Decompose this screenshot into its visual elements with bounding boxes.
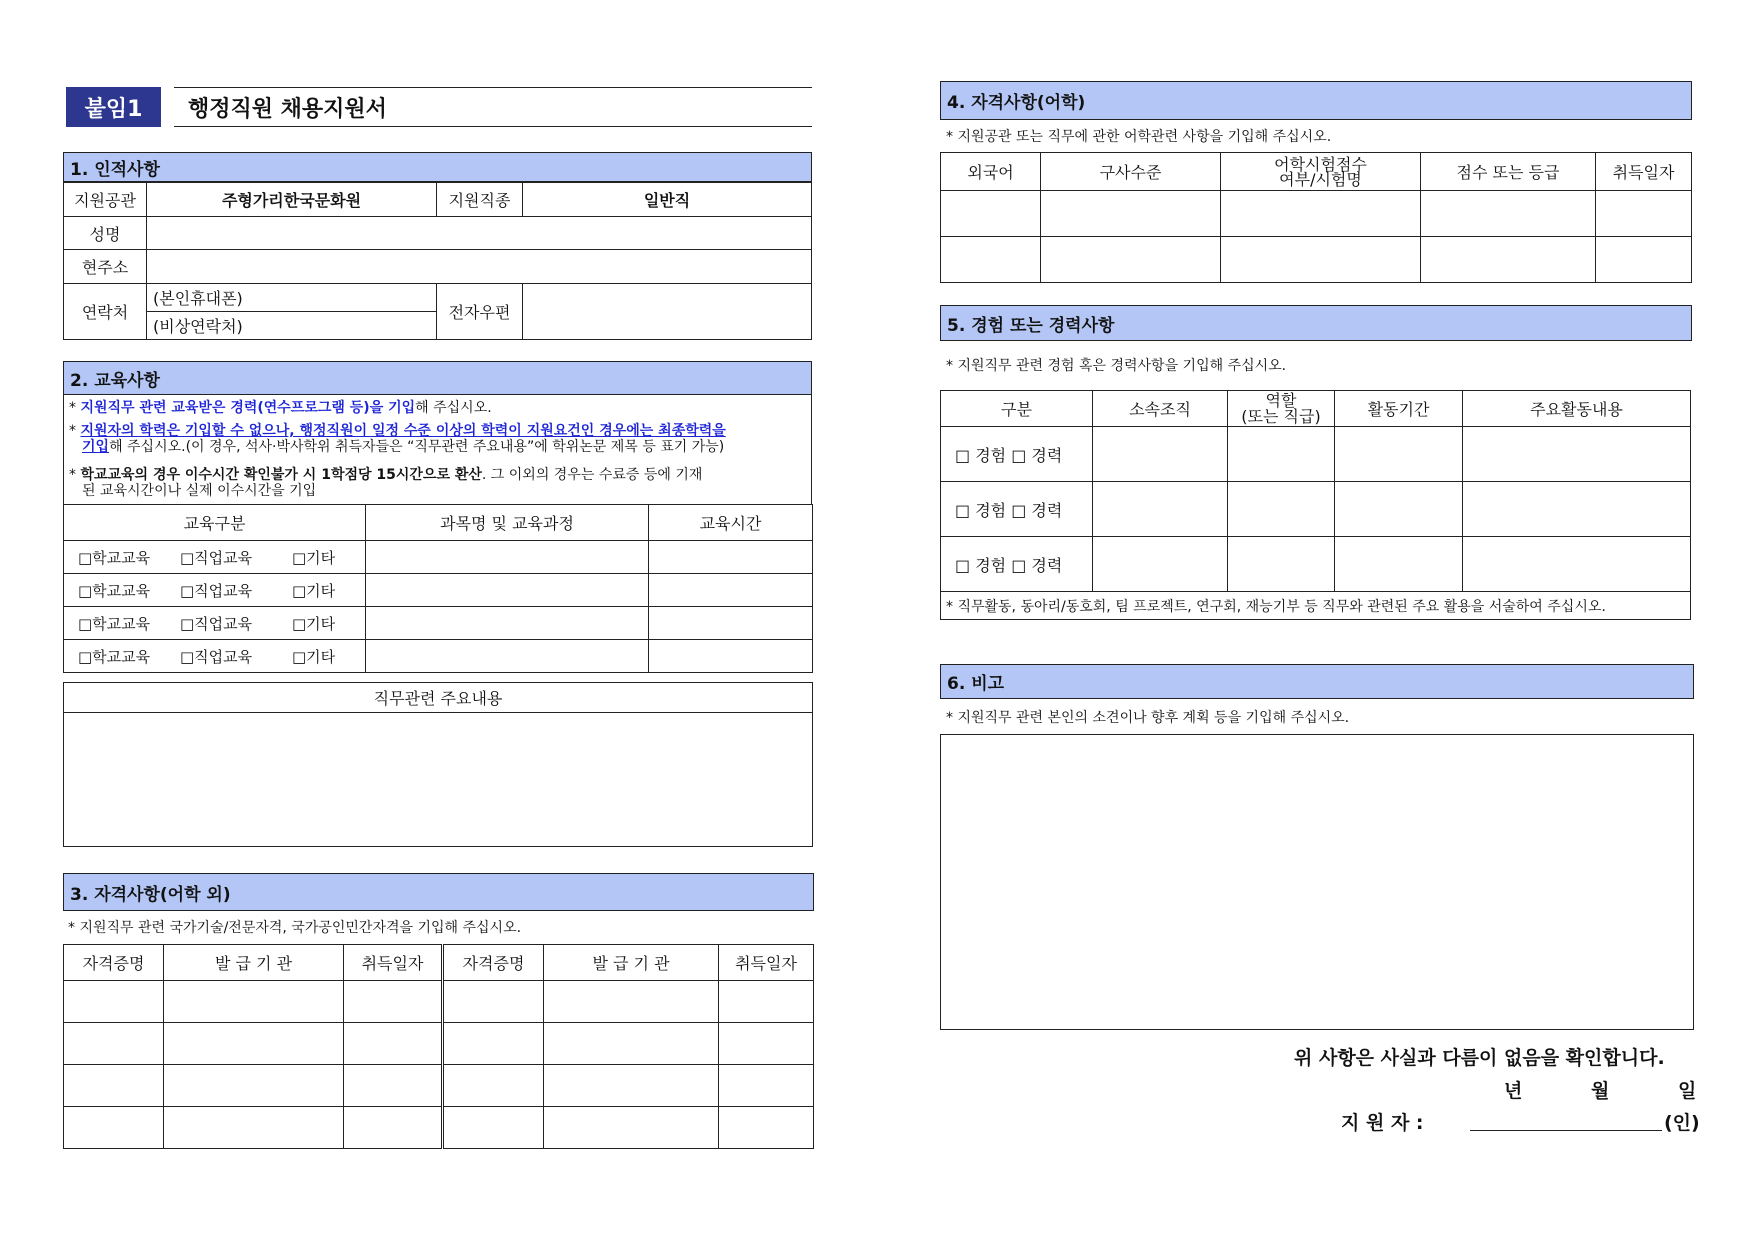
cert-issuer-field[interactable] <box>164 1065 344 1107</box>
exp-field[interactable] <box>1093 537 1228 592</box>
email-field[interactable] <box>523 284 812 340</box>
cert-issuer-field[interactable] <box>164 981 344 1023</box>
cert-col-issuer: 발 급 기 관 <box>164 945 344 981</box>
lang-field[interactable] <box>941 191 1041 237</box>
job-related-label: 직무관련 주요내용 <box>64 683 813 713</box>
name-label: 성명 <box>64 217 147 250</box>
remarks-note: * 지원직무 관련 본인의 소견이나 향후 계획 등을 기입해 주십시오. <box>946 710 1350 726</box>
cert-date-field[interactable] <box>719 981 814 1023</box>
mobile-field[interactable]: (본인휴대폰) <box>147 284 437 312</box>
cert-note: * 지원직무 관련 국가기술/전문자격, 국가공인민간자격을 기입해 주십시오. <box>68 920 522 936</box>
exp-field[interactable] <box>1463 482 1691 537</box>
cert-date-field[interactable] <box>344 1065 443 1107</box>
exp-field[interactable] <box>1335 427 1463 482</box>
cert-issuer-field[interactable] <box>544 981 719 1023</box>
table-row <box>64 574 813 607</box>
edu-note-2: * 지원자의 학력은 기입할 수 없으나, 행정직원이 일정 수준 이상의 학력이 지원요건인 경우에는 최종학력을 기입해 주십시오.(이 경우, 석사·박사학위 취득자들은 “직무관련 주요내용”에 학위논문 제목 등 표기 가능) <box>69 423 726 455</box>
job-edu-checkbox[interactable]: □직업교육 <box>180 647 253 666</box>
school-edu-checkbox[interactable]: □학교교육 <box>78 548 151 567</box>
lang-field[interactable] <box>1221 237 1421 283</box>
table-row <box>941 482 1691 537</box>
table-row <box>64 607 813 640</box>
edu-note-1: * 지원직무 관련 교육받은 경력(연수프로그램 등)을 기입해 주십시오. <box>69 400 492 416</box>
exp-col-content: 주요활동내용 <box>1463 391 1691 427</box>
other-edu-checkbox[interactable]: □기타 <box>292 614 336 633</box>
cert-col-date: 취득일자 <box>719 945 814 981</box>
course-field[interactable] <box>366 640 649 673</box>
lang-field[interactable] <box>1596 237 1692 283</box>
experience-table <box>940 390 1691 620</box>
experience-career-checkbox[interactable]: □ 경험 □ 경력 <box>941 482 1093 537</box>
exp-field[interactable] <box>1093 427 1228 482</box>
exp-field[interactable] <box>1228 537 1335 592</box>
section-5-title: 5. 경험 또는 경력사항 <box>940 305 1692 341</box>
exp-field[interactable] <box>1228 482 1335 537</box>
table-row <box>64 1023 814 1065</box>
school-edu-checkbox[interactable]: □학교교육 <box>78 581 151 600</box>
school-edu-checkbox[interactable]: □학교교육 <box>78 614 151 633</box>
lang-col-language: 외국어 <box>941 153 1041 191</box>
job-related-field[interactable] <box>64 713 813 847</box>
section-2-title: 2. 교육사항 <box>63 361 812 395</box>
address-label: 현주소 <box>64 250 147 284</box>
personal-info-table <box>63 182 812 340</box>
table-row <box>64 541 813 574</box>
table-row <box>64 1107 814 1149</box>
title-rule-top <box>174 87 812 88</box>
table-row <box>64 981 814 1023</box>
date-month-label: 월 <box>1591 1080 1610 1102</box>
cert-date-field[interactable] <box>719 1065 814 1107</box>
cert-date-field[interactable] <box>344 981 443 1023</box>
cert-issuer-field[interactable] <box>164 1023 344 1065</box>
org-value[interactable]: 주형가리한국문화원 <box>147 183 437 217</box>
table-row <box>941 537 1691 592</box>
edu-col-course: 과목명 및 교육과정 <box>366 505 649 541</box>
cert-name-field[interactable] <box>443 1023 544 1065</box>
section-1-title: 1. 인적사항 <box>63 152 812 182</box>
course-field[interactable] <box>366 541 649 574</box>
cert-date-field[interactable] <box>719 1107 814 1149</box>
table-row <box>64 1065 814 1107</box>
date-year-label: 년 <box>1504 1080 1523 1102</box>
cert-col-issuer: 발 급 기 관 <box>544 945 719 981</box>
cert-issuer-field[interactable] <box>164 1107 344 1149</box>
hours-field[interactable] <box>649 574 813 607</box>
cert-name-field[interactable] <box>64 981 164 1023</box>
email-label: 전자우편 <box>437 284 523 340</box>
confirmation-text: 위 사항은 사실과 다름이 없음을 확인합니다. <box>1294 1047 1665 1069</box>
language-table <box>940 152 1692 283</box>
contact-label: 연락처 <box>64 284 147 340</box>
table-row <box>941 191 1692 237</box>
experience-career-checkbox[interactable]: □ 경험 □ 경력 <box>941 427 1093 482</box>
exp-col-period: 활동기간 <box>1335 391 1463 427</box>
course-field[interactable] <box>366 607 649 640</box>
page-title: 행정직원 채용지원서 <box>188 97 387 122</box>
cert-date-field[interactable] <box>344 1107 443 1149</box>
name-field[interactable] <box>147 217 812 250</box>
exp-field[interactable] <box>1463 427 1691 482</box>
date-day-label: 일 <box>1678 1080 1697 1102</box>
address-field[interactable] <box>147 250 812 284</box>
lang-field[interactable] <box>1041 237 1221 283</box>
cert-name-field[interactable] <box>443 981 544 1023</box>
course-field[interactable] <box>366 574 649 607</box>
edu-col-type: 교육구분 <box>64 505 366 541</box>
job-edu-checkbox[interactable]: □직업교육 <box>180 614 253 633</box>
seal-label: (인) <box>1664 1112 1700 1134</box>
applicant-label: 지 원 자 : <box>1341 1112 1424 1134</box>
job-edu-checkbox[interactable]: □직업교육 <box>180 581 253 600</box>
remarks-field[interactable] <box>940 734 1694 1030</box>
section-6-title: 6. 비고 <box>940 664 1694 699</box>
cert-date-field[interactable] <box>719 1023 814 1065</box>
lang-field[interactable] <box>1041 191 1221 237</box>
cert-col-name: 자격증명 <box>443 945 544 981</box>
school-edu-checkbox[interactable]: □학교교육 <box>78 647 151 666</box>
hours-field[interactable] <box>649 607 813 640</box>
edu-col-hours: 교육시간 <box>649 505 813 541</box>
emergency-field[interactable]: (비상연락처) <box>147 312 437 340</box>
cert-name-field[interactable] <box>64 1107 164 1149</box>
exp-field[interactable] <box>1335 537 1463 592</box>
exp-field[interactable] <box>1093 482 1228 537</box>
table-row <box>64 640 813 673</box>
cert-issuer-field[interactable] <box>544 1065 719 1107</box>
cert-col-name: 자격증명 <box>64 945 164 981</box>
language-note: * 지원공관 또는 직무에 관한 어학관련 사항을 기입해 주십시오. <box>946 129 1332 145</box>
org-label: 지원공관 <box>64 183 147 217</box>
hours-field[interactable] <box>649 640 813 673</box>
exp-field[interactable] <box>1335 482 1463 537</box>
job-edu-checkbox[interactable]: □직업교육 <box>180 548 253 567</box>
lang-field[interactable] <box>1421 237 1596 283</box>
section-3-title: 3. 자격사항(어학 외) <box>63 873 814 911</box>
cert-name-field[interactable] <box>443 1107 544 1149</box>
job-related-table <box>63 682 813 847</box>
lang-col-exam: 어학시험점수 여부/시험명 <box>1221 153 1421 191</box>
cert-name-field[interactable] <box>64 1023 164 1065</box>
experience-career-checkbox[interactable]: □ 경험 □ 경력 <box>941 537 1093 592</box>
exp-field[interactable] <box>1228 427 1335 482</box>
cert-name-field[interactable] <box>64 1065 164 1107</box>
table-row <box>941 427 1691 482</box>
signature-line[interactable] <box>1470 1130 1662 1131</box>
cert-issuer-field[interactable] <box>544 1023 719 1065</box>
lang-col-score: 점수 또는 등급 <box>1421 153 1596 191</box>
job-value[interactable]: 일반직 <box>523 183 812 217</box>
education-table <box>63 504 813 673</box>
education-notes <box>63 395 812 504</box>
cert-issuer-field[interactable] <box>544 1107 719 1149</box>
other-edu-checkbox[interactable]: □기타 <box>292 581 336 600</box>
lang-col-level: 구사수준 <box>1041 153 1221 191</box>
cert-col-date: 취득일자 <box>344 945 443 981</box>
exp-col-org: 소속조직 <box>1093 391 1228 427</box>
other-edu-checkbox[interactable]: □기타 <box>292 548 336 567</box>
experience-footer-note: * 직무활동, 동아리/동호회, 팀 프로젝트, 연구회, 재능기부 등 직무와 관련된 주요 활용을 서술하여 주십시오. <box>941 592 1691 620</box>
job-label: 지원직종 <box>437 183 523 217</box>
hours-field[interactable] <box>649 541 813 574</box>
section-4-title: 4. 자격사항(어학) <box>940 81 1692 120</box>
exp-field[interactable] <box>1463 537 1691 592</box>
lang-field[interactable] <box>941 237 1041 283</box>
other-edu-checkbox[interactable]: □기타 <box>292 647 336 666</box>
edu-note-3: * 학교교육의 경우 이수시간 확인불가 시 1학점당 15시간으로 환산. 그 이외의 경우는 수료증 등에 기재 된 교육시간이나 실제 이수시간을 기입 <box>69 467 703 499</box>
table-row <box>941 237 1692 283</box>
title-rule-bottom <box>174 126 812 127</box>
cert-date-field[interactable] <box>344 1023 443 1065</box>
exp-col-role: 역할 (또는 직급) <box>1228 391 1335 427</box>
lang-col-date: 취득일자 <box>1596 153 1692 191</box>
cert-name-field[interactable] <box>443 1065 544 1107</box>
exp-col-type: 구분 <box>941 391 1093 427</box>
attachment-badge: 붙임1 <box>66 87 161 127</box>
experience-note: * 지원직무 관련 경험 혹은 경력사항을 기입해 주십시오. <box>946 358 1287 374</box>
lang-field[interactable] <box>1221 191 1421 237</box>
lang-field[interactable] <box>1596 191 1692 237</box>
cert-table <box>63 944 814 1149</box>
lang-field[interactable] <box>1421 191 1596 237</box>
